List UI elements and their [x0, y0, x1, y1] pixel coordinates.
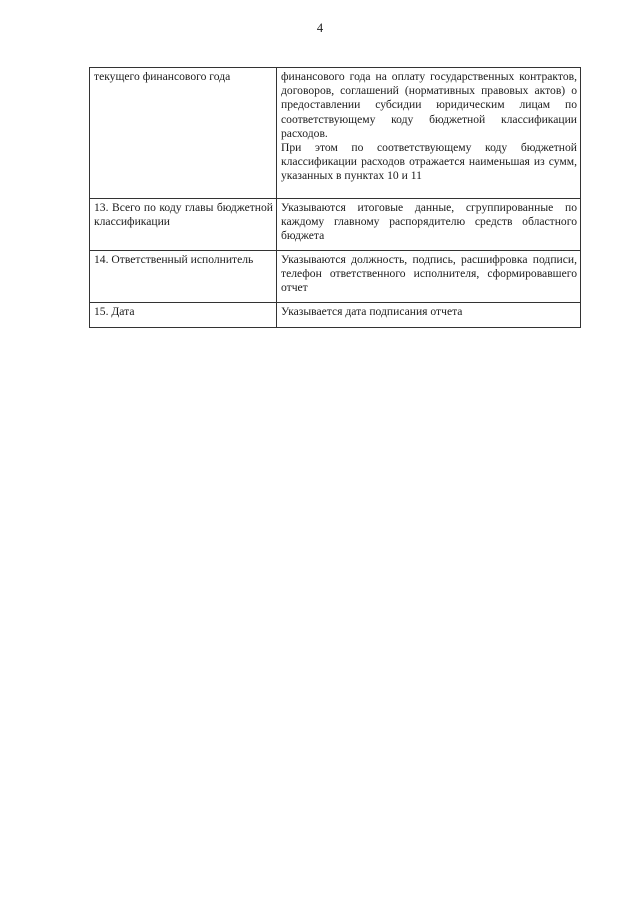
table-row: [90, 199, 581, 251]
table-row: [90, 251, 581, 303]
field-name-cell: [90, 303, 277, 328]
field-description-paragraph: Указывается дата подписания отчета: [281, 305, 463, 318]
field-description-cell: [277, 199, 581, 251]
field-name: 15. Дата: [94, 305, 135, 318]
field-description-paragraph: При этом по соответствующему коду бюджетной классификации расходов отражается наименьшая из сумм, указанных в пунктах 10 и 11: [281, 141, 577, 183]
table-row: [90, 68, 581, 199]
field-description-cell: [277, 303, 581, 328]
report-fields-table: [89, 67, 581, 328]
field-name-cell: [90, 68, 277, 199]
field-description-paragraph: Указываются должность, подпись, расшифровка подписи, телефон ответственного исполнителя, сформировавшего отчет: [281, 253, 577, 295]
page-number: 4: [316, 21, 324, 35]
field-name-cell: [90, 251, 277, 303]
table-row: [90, 303, 581, 328]
field-description-cell: [277, 68, 581, 199]
field-name: текущего финансового года: [94, 70, 231, 83]
field-description-cell: [277, 251, 581, 303]
field-name: 13. Всего по коду главы бюджетной классификации: [94, 201, 273, 229]
field-description-paragraph: Указываются итоговые данные, сгруппированные по каждому главному распорядителю средств областного бюджета: [281, 201, 577, 243]
field-name: 14. Ответственный исполнитель: [94, 253, 254, 266]
field-description-paragraph: финансового года на оплату государственных контрактов, договоров, соглашений (нормативных правовых актов) о предоставлении субсидии юридическим лицам по соответствующему коду бюджетной классификации расходов.: [281, 70, 577, 140]
field-name-cell: [90, 199, 277, 251]
